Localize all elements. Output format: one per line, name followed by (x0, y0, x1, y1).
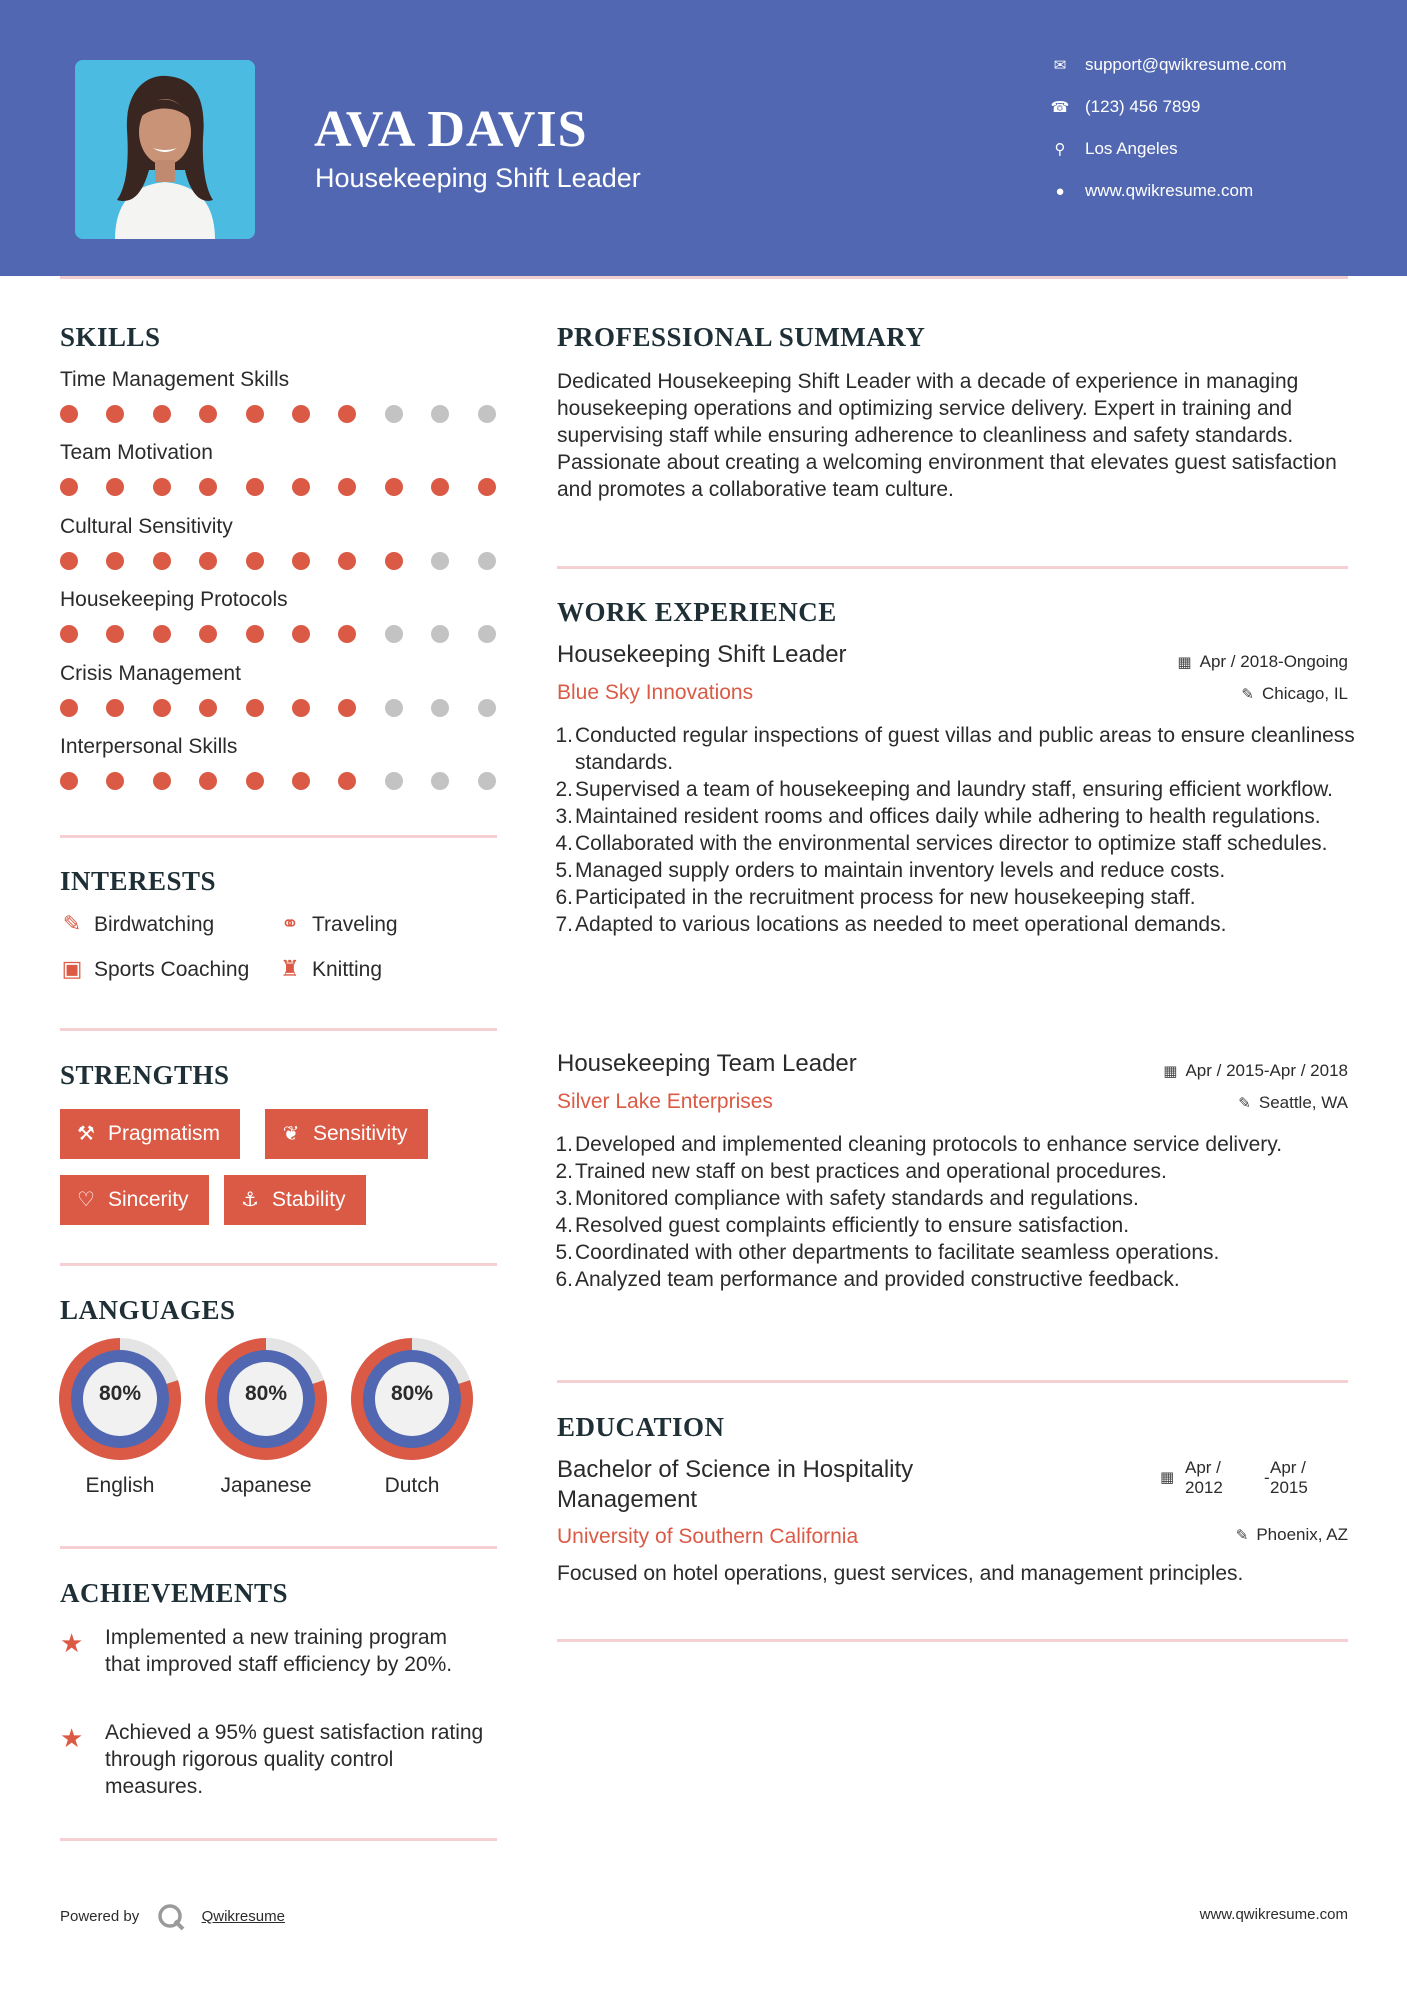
list-text: Resolved guest complaints efficiently to ensure satisfaction. (575, 1214, 1130, 1237)
section-divider (60, 1838, 497, 1841)
qwikresume-link[interactable]: Qwikresume (201, 1907, 285, 1925)
profile-photo (75, 60, 255, 239)
list-item (557, 722, 1357, 776)
rating-dot-filled (385, 552, 403, 570)
summary-text: Dedicated Housekeeping Shift Leader with a decade of experience in managing housekeeping operations and optimizing service delivery. Expert in training and supervising staff while ensuring adherence to cleanliness and safety standards. Passionate about creating a welcoming environment that elevates guest satisfaction and promotes a collaborative team culture. (557, 370, 1337, 501)
section-divider (557, 1380, 1348, 1383)
trophy-icon: ♜ (280, 956, 300, 981)
strength-tag (224, 1175, 366, 1225)
rating-dot-filled (199, 772, 217, 790)
pencil-square-icon: ✎ (62, 911, 82, 936)
map-marker-icon: ⚲ (1054, 141, 1066, 158)
skill-name: Time Management Skills (60, 368, 290, 391)
rating-dot-empty (385, 625, 403, 643)
rating-dot-filled (153, 405, 171, 423)
education-description: Focused on hotel operations, guest services, and management principles. (557, 1562, 1244, 1585)
rating-dot-filled (153, 625, 171, 643)
powered-by-text: Powered by (60, 1907, 140, 1925)
rating-dot-filled (385, 478, 403, 496)
rating-dot-filled (246, 625, 264, 643)
job-dates-text: Apr / 2015-Apr / 2018 (1185, 1061, 1348, 1080)
rating-dot-filled (199, 478, 217, 496)
section-divider (60, 835, 497, 838)
list-text: Managed supply orders to maintain inventory levels and reduce costs. (575, 859, 1226, 882)
list-number: 2. (555, 778, 573, 801)
language-percent: 80% (98, 1382, 142, 1405)
list-number: 1. (555, 1133, 573, 1156)
job-location (1241, 684, 1348, 704)
job-title: Housekeeping Shift Leader (557, 641, 847, 668)
achievement-text: Implemented a new training program that improved staff efficiency by 20%. (105, 1626, 453, 1676)
qwikresume-logo-icon (157, 1903, 185, 1931)
education-heading: EDUCATION (557, 1412, 725, 1442)
rating-dot-filled (153, 772, 171, 790)
degree-title-line: Bachelor of Science in Hospitality (557, 1456, 914, 1483)
rating-dot-filled (106, 478, 124, 496)
list-item (557, 1212, 1357, 1239)
rating-dot-filled (60, 405, 78, 423)
rating-dot-filled (292, 405, 310, 423)
rating-dot-filled (338, 478, 356, 496)
language-percent: 80% (390, 1382, 434, 1405)
language-item (59, 1338, 181, 1497)
experience-heading: WORK EXPERIENCE (557, 597, 837, 627)
gavel-icon: ⚒ (77, 1123, 95, 1145)
rating-dot-empty (478, 772, 496, 790)
list-item (557, 830, 1357, 857)
list-number: 4. (555, 832, 573, 855)
summary-heading: PROFESSIONAL SUMMARY (557, 322, 926, 352)
calendar-icon: ▦ (1163, 1063, 1178, 1080)
edu-end-year: 2015 (1270, 1478, 1308, 1497)
rating-dot-filled (106, 699, 124, 717)
rating-dot-filled (338, 772, 356, 790)
candidate-title: Housekeeping Shift Leader (315, 163, 641, 193)
list-text: Supervised a team of housekeeping and laundry staff, ensuring efficient workflow. (575, 778, 1334, 801)
contact-phone[interactable] (1050, 97, 1200, 117)
interest-label: Birdwatching (94, 913, 215, 936)
strengths-heading: STRENGTHS (60, 1060, 230, 1090)
interest-item (60, 911, 214, 937)
rating-dot-empty (431, 699, 449, 717)
list-item (557, 776, 1357, 803)
section-divider (60, 1028, 497, 1031)
contact-email[interactable] (1050, 55, 1287, 75)
school-name: University of Southern California (557, 1525, 859, 1548)
rating-dot-empty (478, 625, 496, 643)
degree-title (557, 1455, 913, 1515)
section-divider (60, 1546, 497, 1549)
rating-dot-filled (292, 772, 310, 790)
rating-dot-filled (338, 405, 356, 423)
rating-dot-filled (106, 772, 124, 790)
list-item (557, 803, 1357, 830)
rating-dot-filled (246, 699, 264, 717)
pin-icon: ✎ (1238, 1095, 1251, 1112)
job-location (1238, 1093, 1348, 1113)
list-item (557, 1266, 1357, 1293)
education-dates (1160, 1458, 1320, 1502)
language-item (351, 1338, 473, 1497)
language-percent: 80% (244, 1382, 288, 1405)
rating-dot-filled (106, 625, 124, 643)
rating-dot-empty (478, 699, 496, 717)
leaf-icon: ❦ (282, 1123, 300, 1145)
skills-heading: SKILLS (60, 322, 161, 352)
list-text: Adapted to various locations as needed to meet operational demands. (575, 913, 1227, 936)
header-divider (60, 276, 1348, 279)
list-item (557, 857, 1357, 884)
skill-name: Crisis Management (60, 661, 241, 685)
job-bullets (557, 1131, 1357, 1293)
rating-dot-filled (292, 478, 310, 496)
rating-dot-empty (478, 552, 496, 570)
list-text: Developed and implemented cleaning protocols to enhance service delivery. (575, 1133, 1283, 1156)
achievement-text: Achieved a 95% guest satisfaction rating through rigorous quality control measures. (105, 1721, 484, 1798)
interests-heading: INTERESTS (60, 866, 217, 896)
list-item (557, 884, 1357, 911)
rating-dot-filled (60, 772, 78, 790)
job-dates (1163, 1061, 1348, 1081)
list-number: 5. (555, 1241, 573, 1264)
rating-dot-filled (153, 552, 171, 570)
rating-dot-empty (431, 625, 449, 643)
strength-tag (60, 1109, 240, 1159)
education-location (1236, 1525, 1348, 1545)
interest-label: Sports Coaching (94, 958, 250, 981)
rating-dot-empty (478, 405, 496, 423)
rating-dot-filled (292, 699, 310, 717)
list-number: 6. (555, 886, 573, 909)
rating-dot-filled (292, 552, 310, 570)
contact-website-text: www.qwikresume.com (1085, 181, 1254, 200)
skill-name: Interpersonal Skills (60, 735, 238, 758)
contact-website[interactable] (1050, 181, 1253, 201)
strength-label: Stability (272, 1188, 346, 1211)
rating-dot-filled (199, 405, 217, 423)
footer-powered-by (60, 1903, 285, 1931)
list-item (557, 1239, 1357, 1266)
rating-dot-filled (292, 625, 310, 643)
envelope-icon: ✉ (1053, 57, 1067, 74)
section-divider (60, 1263, 497, 1266)
rating-dot-empty (431, 772, 449, 790)
pin-icon: ✎ (1235, 1527, 1249, 1544)
list-text: Analyzed team performance and provided constructive feedback. (575, 1268, 1180, 1291)
list-text: Trained new staff on best practices and operational procedures. (575, 1160, 1167, 1183)
binoculars-icon: ⚭ (280, 911, 300, 936)
rating-dot-filled (153, 478, 171, 496)
footer-website[interactable]: www.qwikresume.com (1199, 1906, 1348, 1923)
language-name: Dutch (384, 1474, 440, 1497)
rating-dot-filled (246, 772, 264, 790)
rating-dot-filled (60, 552, 78, 570)
rating-dot-filled (246, 478, 264, 496)
rating-dot-empty (431, 405, 449, 423)
language-name: Japanese (220, 1474, 312, 1497)
strength-tag (265, 1109, 428, 1159)
edu-start-month: Apr / (1185, 1458, 1221, 1477)
candidate-name: AVA DAVIS (314, 101, 588, 158)
heart-icon: ♡ (77, 1189, 95, 1211)
job-dates-text: Apr / 2018-Ongoing (1199, 652, 1348, 671)
portrait-illustration (75, 60, 255, 239)
strength-tag (60, 1175, 209, 1225)
list-item (557, 1131, 1357, 1158)
interest-label: Knitting (312, 958, 383, 981)
calendar-icon: ▦ (1177, 654, 1192, 671)
rating-dot-filled (60, 478, 78, 496)
interest-item (278, 956, 382, 982)
interest-item (278, 911, 398, 937)
rating-dot-filled (199, 699, 217, 717)
list-number: 1. (555, 724, 573, 747)
list-number: 3. (555, 1187, 573, 1210)
rating-dot-filled (478, 478, 496, 496)
list-text: Participated in the recruitment process for new housekeeping staff. (575, 886, 1196, 909)
rating-dot-filled (246, 405, 264, 423)
globe-icon: ● (1055, 183, 1065, 200)
list-number: 5. (555, 859, 573, 882)
skill-name: Cultural Sensitivity (60, 514, 233, 538)
company-name: Silver Lake Enterprises (557, 1090, 773, 1113)
rating-dot-filled (106, 405, 124, 423)
list-item (557, 1158, 1357, 1185)
rating-dot-empty (385, 699, 403, 717)
skill-name: Team Motivation (60, 441, 213, 465)
section-divider (557, 566, 1348, 569)
strength-label: Sensitivity (313, 1122, 408, 1145)
list-item (557, 911, 1357, 938)
job-title: Housekeeping Team Leader (557, 1050, 857, 1077)
calendar-icon: ▦ (1160, 1469, 1175, 1486)
language-item (205, 1338, 327, 1497)
rating-dot-filled (338, 699, 356, 717)
company-name: Blue Sky Innovations (557, 681, 754, 704)
rating-dot-filled (199, 625, 217, 643)
rating-dot-empty (431, 552, 449, 570)
rating-dot-filled (199, 552, 217, 570)
strength-label: Sincerity (108, 1188, 189, 1211)
contact-email-text: support@qwikresume.com (1085, 55, 1287, 74)
list-number: 4. (555, 1214, 573, 1237)
header-banner (0, 0, 1407, 276)
edu-date-separator: - (1264, 1468, 1270, 1487)
rating-dot-filled (431, 478, 449, 496)
list-text: Collaborated with the environmental services director to optimize staff schedules. (575, 832, 1328, 855)
list-item (557, 1185, 1357, 1212)
strength-label: Pragmatism (108, 1122, 221, 1145)
degree-title-line: Management (557, 1486, 698, 1513)
list-number: 7. (555, 913, 573, 936)
rating-dot-filled (153, 699, 171, 717)
anchor-icon: ⚓ (241, 1189, 259, 1211)
languages-heading: LANGUAGES (60, 1295, 236, 1325)
interest-item (60, 956, 249, 982)
phone-icon: ☎ (1050, 99, 1070, 116)
contact-location (1050, 139, 1178, 159)
star-icon: ★ (60, 1628, 84, 1658)
rating-dot-empty (385, 772, 403, 790)
interest-label: Traveling (312, 913, 398, 936)
job-dates (1177, 652, 1348, 672)
job-location-text: Chicago, IL (1262, 684, 1348, 703)
job-bullets (557, 722, 1357, 938)
rating-dot-filled (60, 699, 78, 717)
list-text: Conducted regular inspections of guest villas and public areas to ensure cleanliness standards. (575, 724, 1355, 774)
rating-dot-empty (385, 405, 403, 423)
education-location-text: Phoenix, AZ (1256, 1525, 1348, 1544)
list-number: 6. (555, 1268, 573, 1291)
star-icon: ★ (60, 1723, 84, 1753)
rating-dot-filled (338, 552, 356, 570)
achievements-heading: ACHIEVEMENTS (60, 1578, 289, 1608)
list-number: 3. (555, 805, 573, 828)
list-text: Maintained resident rooms and offices daily while adhering to health regulations. (575, 805, 1321, 828)
edu-end-month: Apr / (1270, 1458, 1306, 1477)
list-number: 2. (555, 1160, 573, 1183)
rating-dot-filled (338, 625, 356, 643)
rating-dot-filled (246, 552, 264, 570)
rating-dot-filled (106, 552, 124, 570)
pin-icon: ✎ (1241, 686, 1254, 703)
job-location-text: Seattle, WA (1258, 1093, 1348, 1112)
skill-name: Housekeeping Protocols (60, 588, 288, 612)
briefcase-icon: ▣ (61, 956, 83, 981)
list-text: Coordinated with other departments to facilitate seamless operations. (575, 1241, 1220, 1264)
section-divider (557, 1639, 1348, 1642)
contact-phone-text: (123) 456 7899 (1085, 97, 1201, 116)
edu-start-year: 2012 (1185, 1478, 1223, 1497)
list-text: Monitored compliance with safety standards and regulations. (575, 1187, 1139, 1210)
rating-dot-filled (60, 625, 78, 643)
contact-location-text: Los Angeles (1085, 139, 1178, 158)
language-name: English (85, 1474, 155, 1497)
